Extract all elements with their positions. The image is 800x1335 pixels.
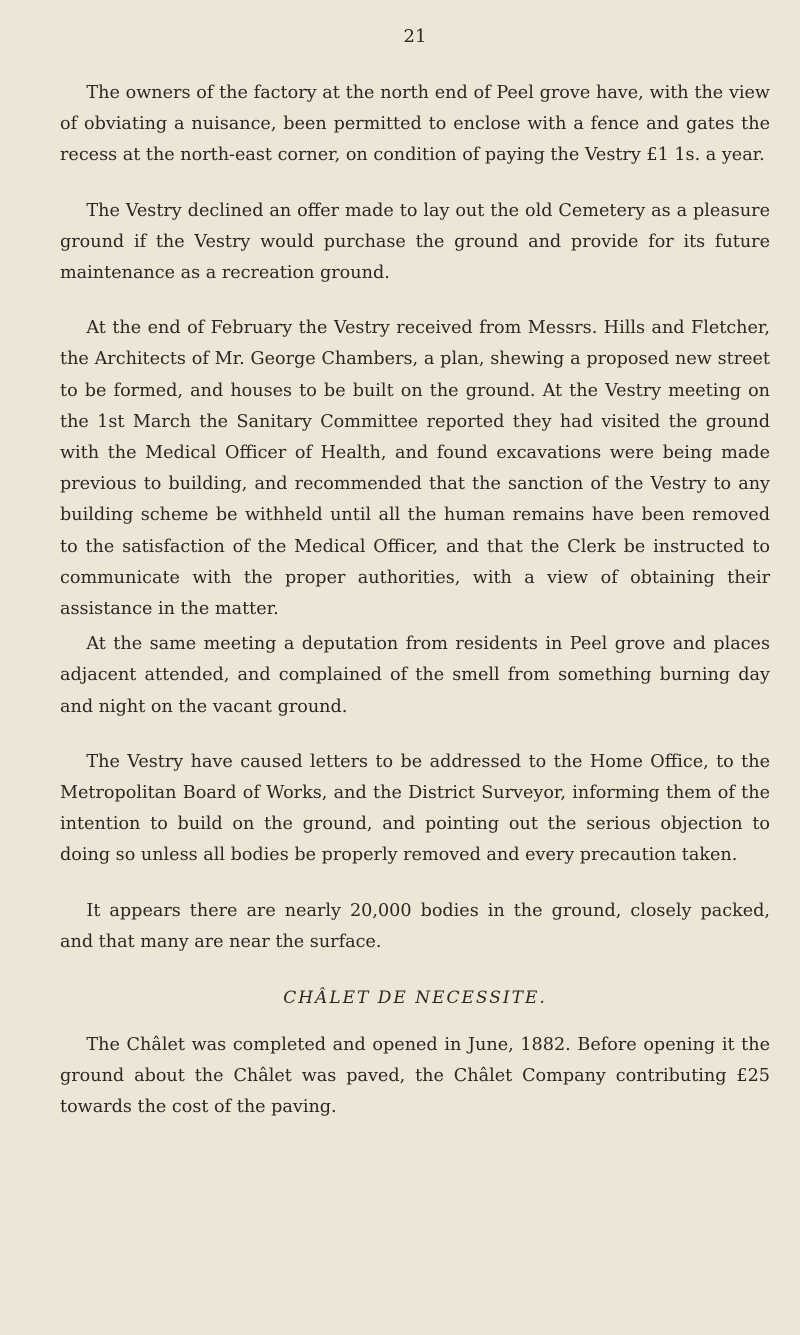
paragraph-bodies: It appears there are nearly 20,000 bodies in the ground, closely packed, and that many are near the surface. — [60, 900, 770, 952]
page-number: 21 — [403, 26, 427, 47]
paragraph-cemetery-offer: The Vestry declined an offer made to lay out the old Cemetery as a pleasure ground if the Vestry would purchase the ground and provide for its future maintenance as a recreation ground. — [60, 200, 770, 284]
paragraph-architects-plan: At the end of February the Vestry received from Messrs. Hills and Fletcher, the Architects of Mr. George Chambers, a plan, shewing a proposed new street to be formed, and houses to be built on the ground. At the Vestry meeting on the 1st March the Sanitary Committee reported they had visited the ground with the Medical Officer of Health, and found excavations were being made previous to building, and recommended that the sanction of the Vestry to any building scheme be withheld until all the human remains have been removed to the satisfaction of the Medical Officer, and that the Clerk be instructed to communicate with the proper authorities, with a view of obtaining their assistance in the matter. — [60, 318, 770, 620]
paragraph-chalet: The Châlet was completed and opened in June, 1882. Before opening it the ground about the Châlet was paved, the Châlet Company contributing £25 towards the cost of the paving. — [60, 1035, 770, 1118]
paragraph-deputation: At the same meeting a deputation from residents in Peel grove and places adjacent attended, and complained of the smell from something burning day and night on the vacant ground. — [60, 634, 770, 717]
paragraph-letters: The Vestry have caused letters to be addressed to the Home Office, to the Metropolitan Board of Works, and the District Surveyor, informing them of the intention to build on the ground, and pointing out the serious objection to doing so unless all bodies be properly removed and every precaution taken. — [60, 751, 770, 866]
paragraph-factory-fence: The owners of the factory at the north end of Peel grove have, with the view of obviating a nuisance, been permitted to enclose with a fence and gates the recess at the north-east corner, on condition of paying the Vestry £1 1s. a year. — [60, 83, 770, 166]
section-heading: CHÂLET DE NECESSITE. — [283, 988, 547, 1009]
